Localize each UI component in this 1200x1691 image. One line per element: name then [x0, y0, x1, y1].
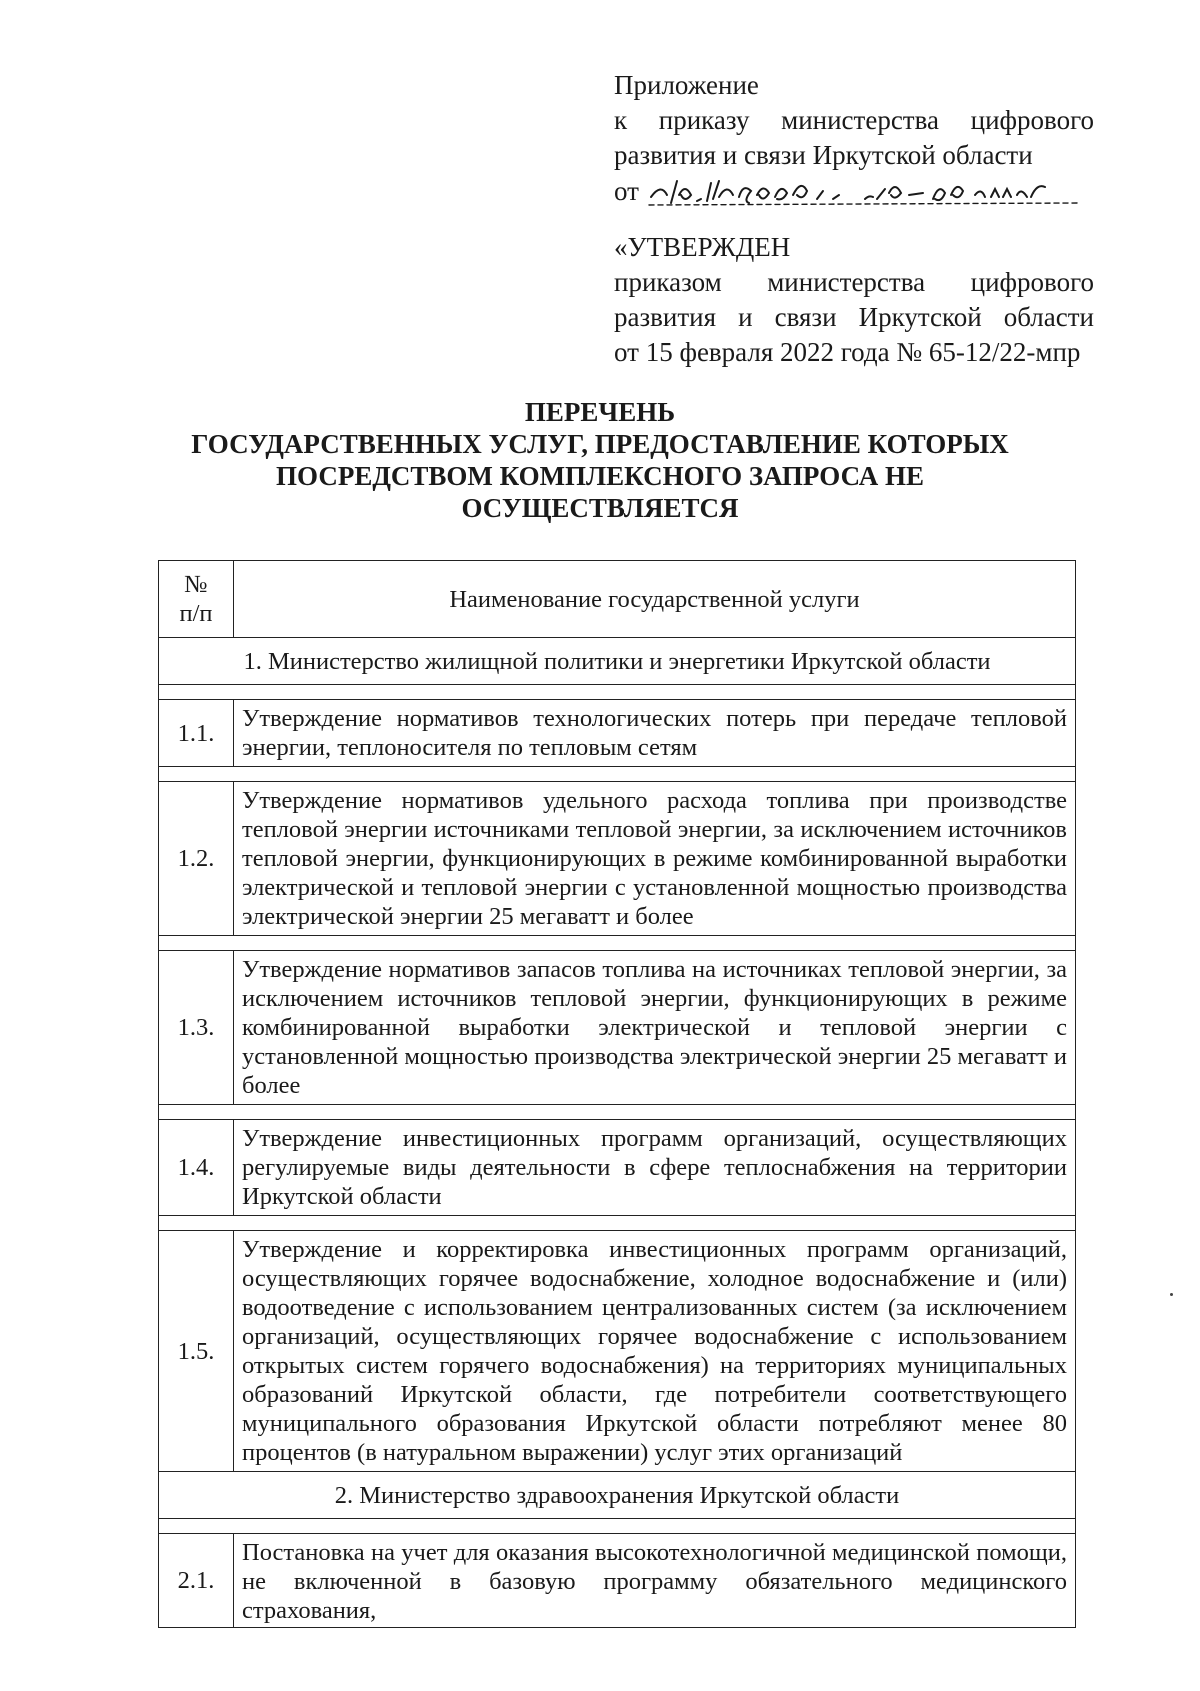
row-number: 1.4. — [159, 1120, 234, 1216]
table-header-row — [159, 561, 1076, 638]
title-line-4: ОСУЩЕСТВЛЯЕТСЯ — [461, 493, 739, 523]
gap-row — [159, 1519, 1076, 1534]
gap-row — [159, 685, 1076, 700]
header-service-name: Наименование государственной услуги — [234, 561, 1076, 638]
appendix-title: Приложение — [614, 70, 759, 100]
table-row — [159, 1534, 1076, 1628]
row-number: 2.1. — [159, 1534, 234, 1628]
gap-cell — [159, 685, 1076, 700]
services-table — [158, 560, 1076, 1628]
gap-cell — [159, 1105, 1076, 1120]
row-text: Утверждение нормативов технологических потерь при передаче тепловой энергии, теплоносителя по тепловым сетям — [234, 700, 1076, 767]
row-text: Постановка на учет для оказания высокотехнологичной медицинской помощи, не включенной в базовую программу обязательного медицинского страхования, — [234, 1534, 1076, 1628]
section-row — [159, 1472, 1076, 1519]
title-line-2: ГОСУДАРСТВЕННЫХ УСЛУГ, ПРЕДОСТАВЛЕНИЕ КОТОРЫХ — [191, 429, 1009, 459]
document-title — [170, 396, 1030, 524]
row-text: Утверждение и корректировка инвестиционных программ организаций, осуществляющих горячее водоснабжение, холодное водоснабжение и (или) водоотведение с использованием централизованных систем (за исключением организаций, осуществляющих горячее водоснабжение с использованием открытых систем горячего водоснабжения) на территориях муниципальных образований Иркутской области, где потребители соответствующего муниципального образования Иркутской области потребляют менее 80 процентов (в натуральном выражении) услуг этих организаций — [234, 1231, 1076, 1472]
header-number-abbr: п/п — [179, 600, 213, 627]
approval-line-1: приказом министерства цифрового — [614, 267, 1094, 297]
header-number-symbol: № — [184, 571, 208, 598]
table-row — [159, 782, 1076, 936]
scan-dot-mark — [1170, 1293, 1173, 1296]
row-number: 1.1. — [159, 700, 234, 767]
handwritten-date-signature — [647, 173, 1087, 209]
gap-row — [159, 1105, 1076, 1120]
section-title-1: 1. Министерство жилищной политики и энергетики Иркутской области — [159, 638, 1076, 685]
table-row — [159, 700, 1076, 767]
row-number: 1.5. — [159, 1231, 234, 1472]
approval-block — [614, 230, 1094, 370]
approval-line-2: развития и связи Иркутской области — [614, 302, 1094, 332]
gap-cell — [159, 1519, 1076, 1534]
appendix-line-2: развития и связи Иркутской области — [614, 140, 1033, 170]
approval-line-3: от 15 февраля 2022 года № 65-12/22-мпр — [614, 337, 1081, 367]
title-line-1: ПЕРЕЧЕНЬ — [524, 397, 676, 427]
section-row — [159, 638, 1076, 685]
appendix-block — [614, 68, 1094, 209]
gap-cell — [159, 1216, 1076, 1231]
table-row — [159, 1120, 1076, 1216]
approval-stamp: «УТВЕРЖДЕН — [614, 232, 791, 262]
gap-row — [159, 936, 1076, 951]
appendix-line-1: к приказу министерства цифрового — [614, 105, 1094, 135]
table-row — [159, 1231, 1076, 1472]
section-title-2: 2. Министерство здравоохранения Иркутской области — [159, 1472, 1076, 1519]
appendix-date-prefix: от — [614, 176, 639, 206]
row-number: 1.2. — [159, 782, 234, 936]
row-text: Утверждение инвестиционных программ организаций, осуществляющих регулируемые виды деятельности в сфере теплоснабжения на территории Иркутской области — [234, 1120, 1076, 1216]
table-row — [159, 951, 1076, 1105]
header-number — [159, 561, 234, 638]
gap-cell — [159, 767, 1076, 782]
title-line-3: ПОСРЕДСТВОМ КОМПЛЕКСНОГО ЗАПРОСА НЕ — [276, 461, 924, 491]
gap-row — [159, 767, 1076, 782]
row-text: Утверждение нормативов удельного расхода топлива при производстве тепловой энергии источниками тепловой энергии, за исключением источников тепловой энергии, функционирующих в режиме комбинированной выработки электрической и тепловой энергии с установленной мощностью производства электрической энергии 25 мегаватт и более — [234, 782, 1076, 936]
gap-cell — [159, 936, 1076, 951]
gap-row — [159, 1216, 1076, 1231]
row-text: Утверждение нормативов запасов топлива на источниках тепловой энергии, за исключением источников тепловой энергии, функционирующих в режиме комбинированной выработки электрической и тепловой энергии с установленной мощностью производства электрической энергии 25 мегаватт и более — [234, 951, 1076, 1105]
row-number: 1.3. — [159, 951, 234, 1105]
appendix-date-line — [614, 173, 1094, 209]
